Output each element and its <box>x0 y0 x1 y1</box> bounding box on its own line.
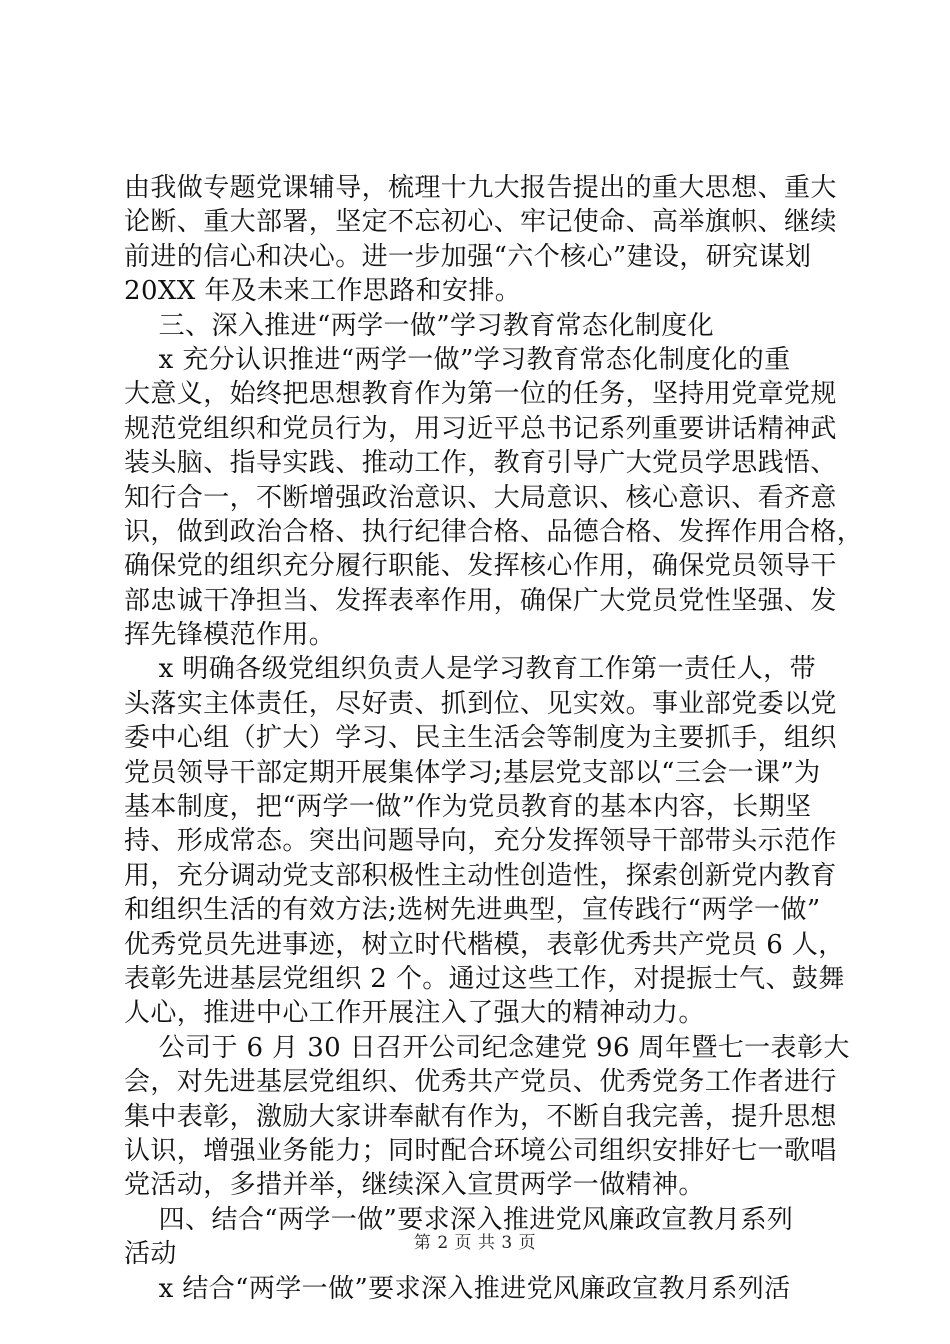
text-line: 论断、重大部署，坚定不忘初心、牢记使命、高举旗帜、继续 <box>124 207 837 238</box>
text-line: 头落实主体责任，尽好责、抓到位、见实效。事业部党委以党 <box>124 688 837 719</box>
page-footer: 第 2 页 共 3 页 <box>413 1233 537 1253</box>
body-text <box>124 171 864 1306</box>
text-line: 和组织生活的有效方法;选树先进典型，宣传践行“两学一做” <box>124 895 821 926</box>
text-line: 活动 <box>124 1239 177 1270</box>
text-line: 党员领导干部定期开展集体学习;基层党支部以“三会一课”为 <box>124 757 821 788</box>
text-line: 认识，增强业务能力；同时配合环境公司组织安排好七一歌唱 <box>124 1135 837 1166</box>
text-line: x 结合“两学一做”要求深入推进党风廉政宣教月系列活 <box>124 1273 791 1304</box>
text-line: 前进的信心和决心。进一步加强“六个核心”建设，研究谋划 <box>124 241 812 272</box>
text-line: 四、结合“两学一做”要求深入推进党风廉政宣教月系列 <box>124 1204 794 1235</box>
text-line: 识，做到政治合格、执行纪律合格、品德合格、发挥作用合格， <box>124 516 864 547</box>
text-line: 优秀党员先进事迹，树立时代楷模，表彰优秀共产党员 6 人， <box>124 929 845 960</box>
text-line: 基本制度，把“两学一做”作为党员教育的基本内容，长期坚 <box>124 792 812 823</box>
text-line: 部忠诚干净担当、发挥表率作用，确保广大党员党性坚强、发 <box>124 585 837 616</box>
text-line: 知行合一，不断增强政治意识、大局意识、核心意识、看齐意 <box>124 482 837 513</box>
text-line: 装头脑、指导实践、推动工作，教育引导广大党员学思践悟、 <box>124 448 837 479</box>
text-line: 三、深入推进“两学一做”学习教育常态化制度化 <box>124 310 715 341</box>
text-line: 表彰先进基层党组织 2 个。通过这些工作，对提振士气、鼓舞 <box>124 963 845 994</box>
text-line: 大意义，始终把思想教育作为第一位的任务，坚持用党章党规 <box>124 379 837 410</box>
text-line: 20XX 年及未来工作思路和安排。 <box>124 276 522 307</box>
text-line: 人心，推进中心工作开展注入了强大的精神动力。 <box>124 998 705 1029</box>
text-line: 持、形成常态。突出问题导向，充分发挥领导干部带头示范作 <box>124 826 837 857</box>
text-line: x 充分认识推进“两学一做”学习教育常态化制度化的重 <box>124 344 791 375</box>
text-line: 由我做专题党课辅导，梳理十九大报告提出的重大思想、重大 <box>124 173 837 203</box>
text-line: x 明确各级党组织负责人是学习教育工作第一责任人，带 <box>124 654 816 685</box>
text-line: 确保党的组织充分履行职能、发挥核心作用，确保党员领导干 <box>124 551 837 582</box>
text-line: 会，对先进基层党组织、优秀共产党员、优秀党务工作者进行 <box>124 1067 837 1098</box>
text-line: 规范党组织和党员行为，用习近平总书记系列重要讲话精神武 <box>124 413 837 444</box>
text-line: 公司于 6 月 30 日召开公司纪念建党 96 周年暨七一表彰大 <box>124 1032 850 1063</box>
text-line: 党活动，多措并举，继续深入宣贯两学一做精神。 <box>124 1170 705 1201</box>
text-line: 集中表彰，激励大家讲奉献有作为，不断自我完善，提升思想 <box>124 1101 837 1132</box>
text-line: 用，充分调动党支部积极性主动性创造性，探索创新党内教育 <box>124 860 837 891</box>
text-line: 挥先锋模范作用。 <box>124 620 336 651</box>
text-line: 委中心组（扩大）学习、民主生活会等制度为主要抓手，组织 <box>124 723 837 754</box>
